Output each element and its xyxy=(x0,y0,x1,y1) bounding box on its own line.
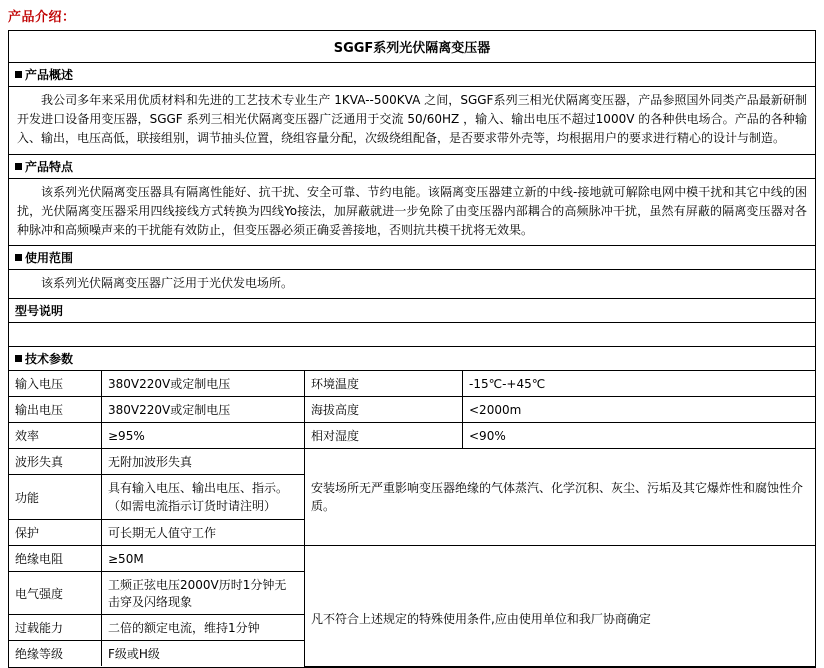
section-text-features: 该系列光伏隔离变压器具有隔离性能好、抗干扰、安全可靠、节约电能。该隔离变压器建立新的中线-接地就可解除电网中模干扰和其它中线的困扰，光伏隔离变压器采用四线接线方式转换为四线Yo接法，加屏蔽就进一步免除了由变压器内部耦合的高频脉冲干扰，虽然有屏蔽的隔离变压器对各种脉冲和高频噪声来的干扰能有效防止，但变压器必须正确妥善接地，否则抗共模干扰将无效果。 xyxy=(9,179,815,247)
bullet-square-icon xyxy=(15,71,22,78)
spec-value: 具有输入电压、输出电压、指示。（如需电流指示订货时请注明） xyxy=(102,475,305,520)
spec-label: 绝缘等级 xyxy=(9,641,102,667)
bullet-square-icon xyxy=(15,254,22,261)
spec-value: <90% xyxy=(463,423,816,449)
page-title: 产品介绍： xyxy=(8,10,76,25)
section-heading-parameters xyxy=(9,347,815,371)
spec-note-spacer xyxy=(305,546,816,572)
product-document xyxy=(8,30,816,668)
section-heading-parameters-label: 技术参数 xyxy=(25,352,74,367)
spec-value: <2000m xyxy=(463,397,816,423)
spec-label: 波形失真 xyxy=(9,449,102,475)
spec-value: 二倍的额定电流，维持1分钟 xyxy=(102,615,305,641)
spec-label: 绝缘电阻 xyxy=(9,546,102,572)
spec-label: 效率 xyxy=(9,423,102,449)
bullet-square-icon xyxy=(15,355,22,362)
specifications-table xyxy=(9,371,815,667)
spec-label: 输出电压 xyxy=(9,397,102,423)
spec-note-environment: 安装场所无严重影响变压器绝缘的气体蒸汽、化学沉积、灰尘、污垢及其它爆炸性和腐蚀性介质。 xyxy=(305,449,816,546)
spec-label: 功能 xyxy=(9,475,102,520)
spec-value: 380V220V或定制电压 xyxy=(102,371,305,397)
spec-label: 海拔高度 xyxy=(305,397,463,423)
table-row xyxy=(9,423,815,449)
spec-label: 输入电压 xyxy=(9,371,102,397)
section-heading-scope xyxy=(9,246,815,270)
section-heading-model-label: 型号说明 xyxy=(15,304,64,319)
section-text-overview: 我公司多年来采用优质材料和先进的工艺技术专业生产 1KVA--500KVA 之间，SGGF系列三相光伏隔离变压器，产品参照国外同类产品最新研制开发进口设备用变压器，SGGF 系列三相光伏隔离变压器广泛通用于交流 50/60HZ ，输入、输出电压不超过1000V 的各种供电场合。产品的各种输入、输出，电压高低，联接组别，调节抽头位置，绕组容量分配，次级绕组配备，是否要求带外壳等，均根据用户的要求进行精心的设计与制造。 xyxy=(9,87,815,155)
spec-label: 保护 xyxy=(9,520,102,546)
table-row xyxy=(9,371,815,397)
spec-value: 380V220V或定制电压 xyxy=(102,397,305,423)
table-row xyxy=(9,449,815,475)
spec-value: 无附加波形失真 xyxy=(102,449,305,475)
table-row xyxy=(9,546,815,572)
spec-value: 工频正弦电压2000V历时1分钟无击穿及闪络现象 xyxy=(102,572,305,615)
bullet-square-icon xyxy=(15,163,22,170)
section-text-scope: 该系列光伏隔离变压器广泛用于光伏发电场所。 xyxy=(9,270,815,299)
table-row xyxy=(9,397,815,423)
table-row xyxy=(9,572,815,615)
spec-label: 电气强度 xyxy=(9,572,102,615)
section-heading-overview xyxy=(9,63,815,87)
spec-value: ≥95% xyxy=(102,423,305,449)
section-heading-features-label: 产品特点 xyxy=(25,159,74,174)
spec-label: 环境温度 xyxy=(305,371,463,397)
spec-value: F级或H级 xyxy=(102,641,305,667)
spec-note-conditions: 凡不符合上述规定的特殊使用条件,应由使用单位和我厂协商确定 xyxy=(305,572,816,667)
document-title: SGGF系列光伏隔离变压器 xyxy=(9,31,815,63)
spec-value: -15℃-+45℃ xyxy=(463,371,816,397)
section-heading-overview-label: 产品概述 xyxy=(25,68,74,82)
section-heading-scope-label: 使用范围 xyxy=(25,251,74,266)
section-text-model xyxy=(9,323,815,347)
section-heading-model xyxy=(9,299,815,323)
spec-label: 过载能力 xyxy=(9,615,102,641)
spec-value: 可长期无人值守工作 xyxy=(102,520,305,546)
section-heading-features xyxy=(9,155,815,179)
spec-label: 相对湿度 xyxy=(305,423,463,449)
spec-value: ≥50M xyxy=(102,546,305,572)
